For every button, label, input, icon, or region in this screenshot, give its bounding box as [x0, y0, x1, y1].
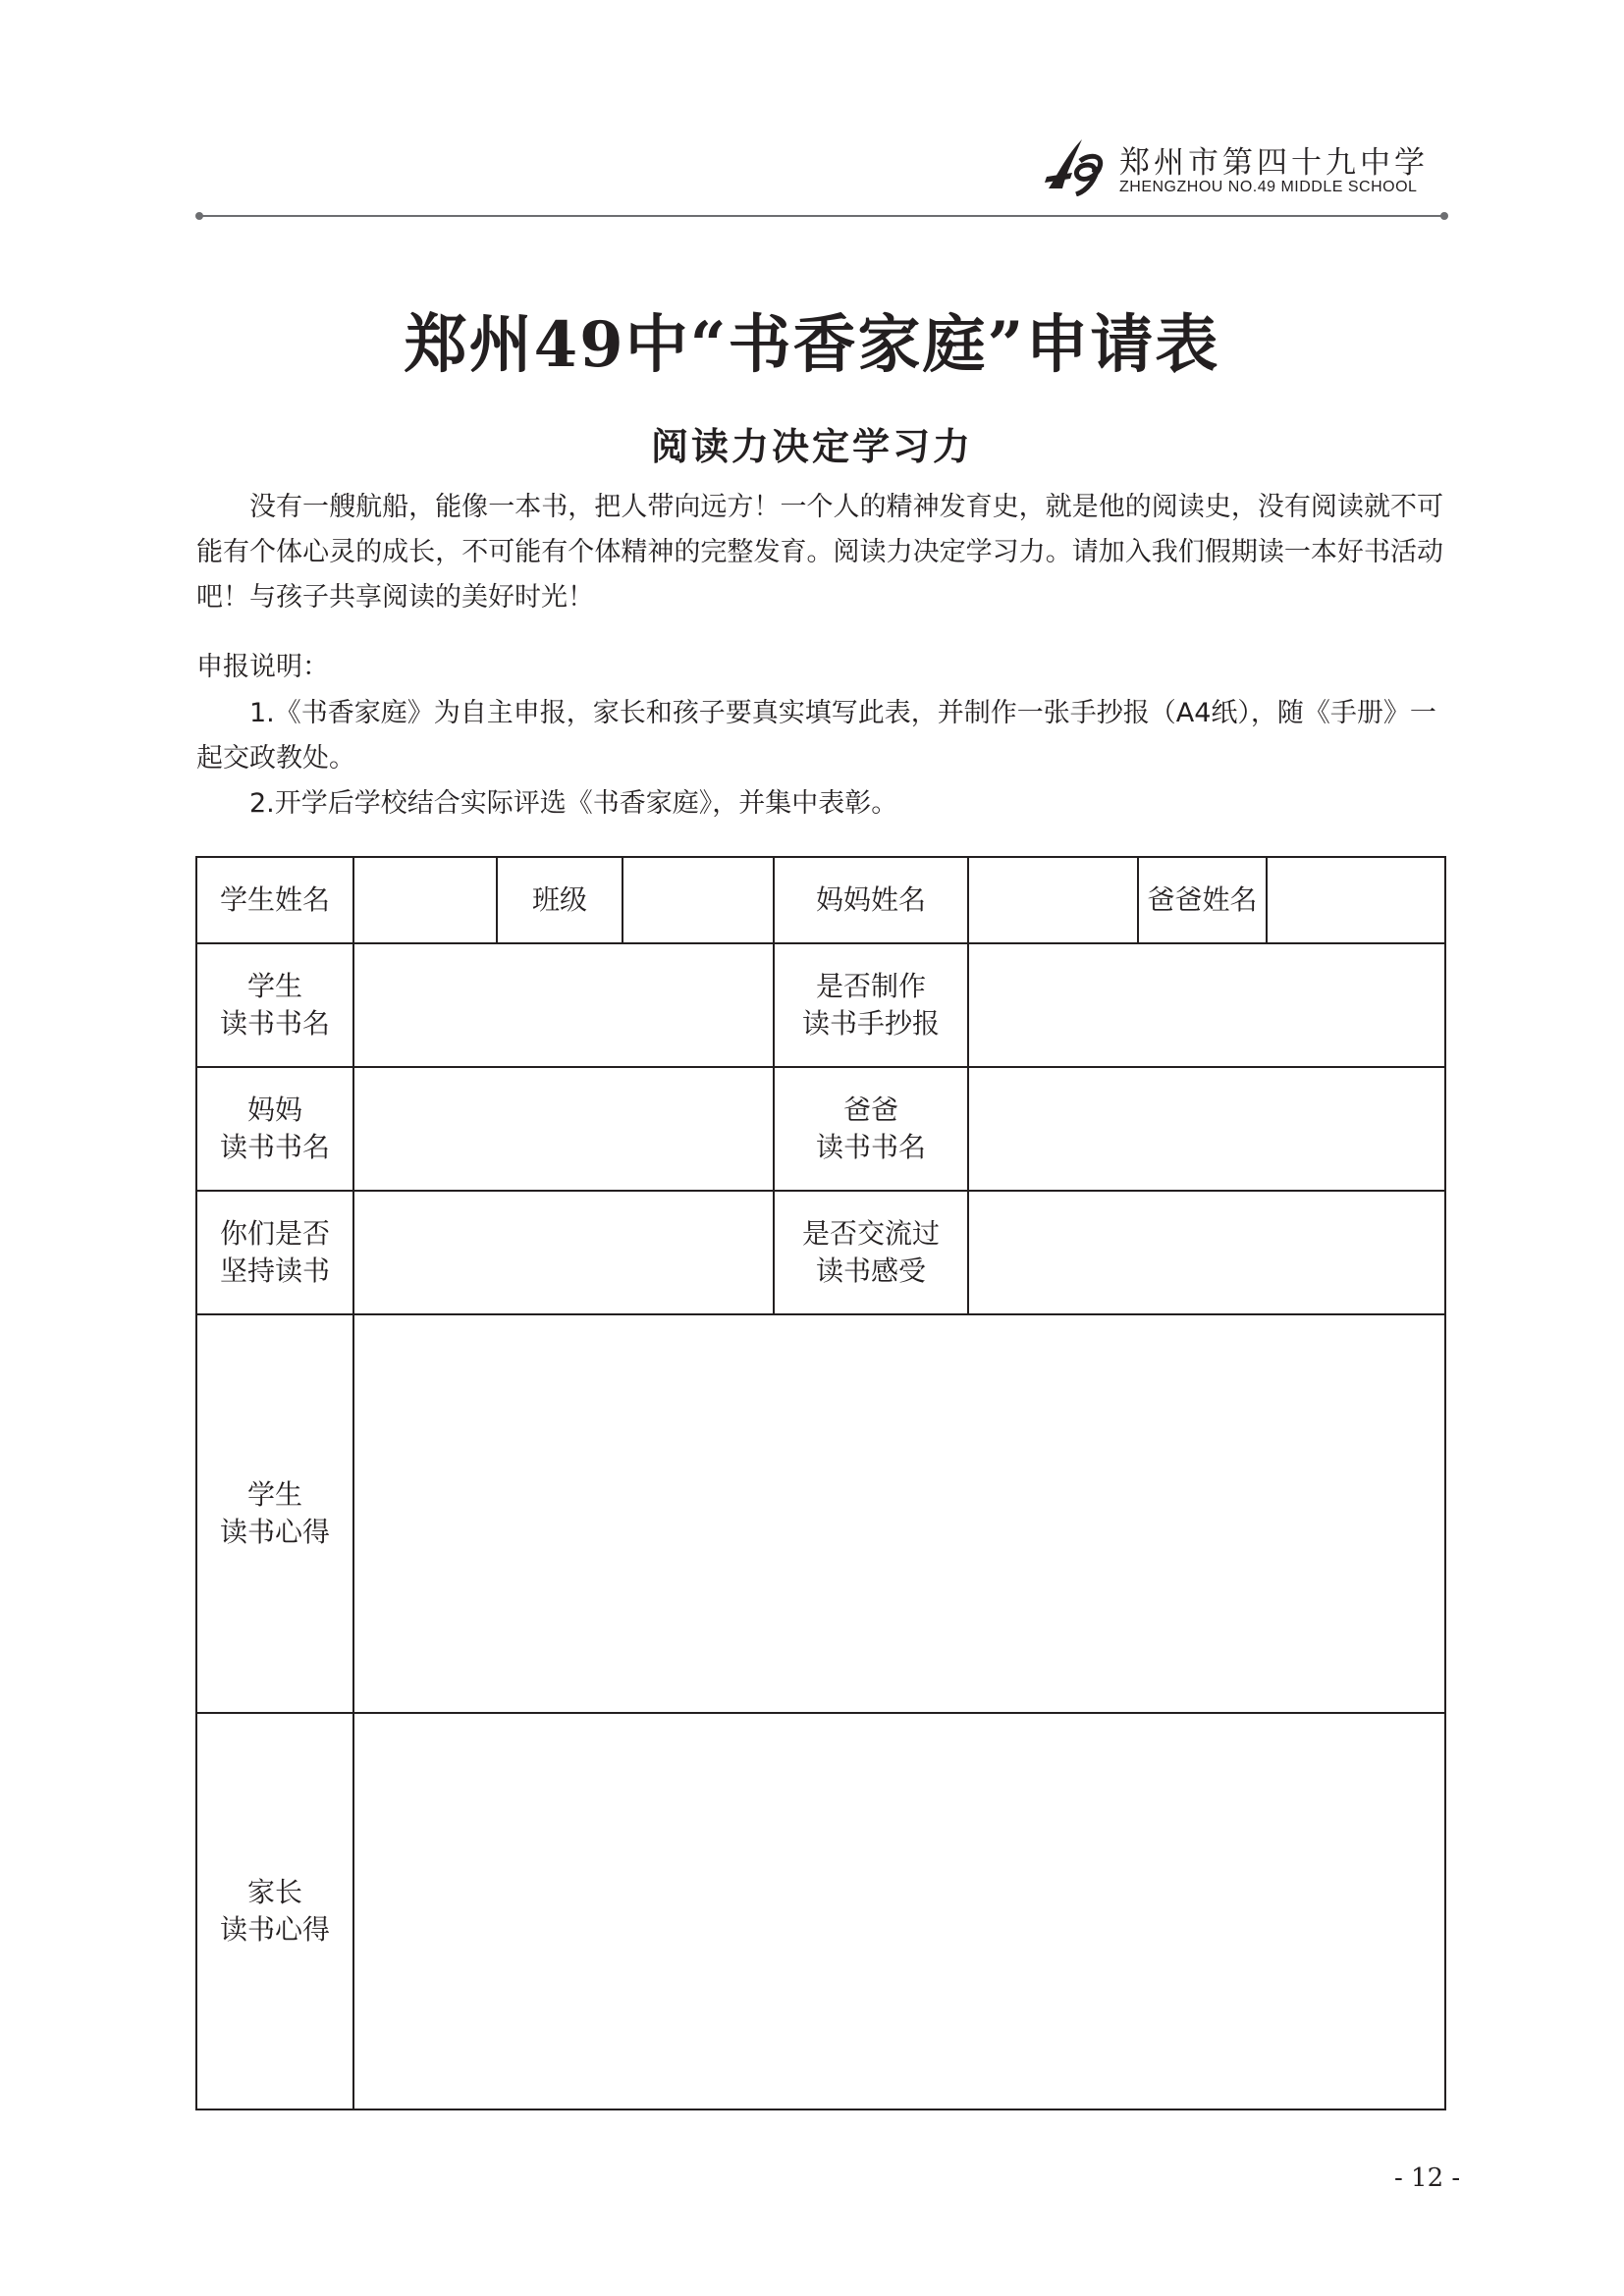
student-book-field[interactable] — [353, 943, 774, 1067]
form-row-student-book — [196, 943, 1445, 1067]
class-field[interactable] — [623, 857, 774, 943]
handwritten-paper-label: 是否制作 读书手抄报 — [774, 943, 968, 1067]
student-notes-field[interactable] — [353, 1314, 1445, 1713]
father-book-field[interactable] — [968, 1067, 1445, 1191]
student-name-label: 学生姓名 — [196, 857, 353, 943]
father-book-label: 爸爸 读书书名 — [774, 1067, 968, 1191]
share-feelings-field[interactable] — [968, 1191, 1445, 1314]
student-name-field[interactable] — [353, 857, 497, 943]
declaration-item-1: 1.《书香家庭》为自主申报，家长和孩子要真实填写此表，并制作一张手抄报（A4纸），随《手册》一起交政教处。 — [196, 698, 1436, 774]
student-notes-label: 学生 读书心得 — [196, 1314, 353, 1713]
share-feelings-label: 是否交流过 读书感受 — [774, 1191, 968, 1314]
school-49-logo-icon — [1043, 133, 1106, 196]
form-row-parent-notes — [196, 1713, 1445, 2109]
school-name-cn: 郑州市第四十九中学 — [1119, 145, 1429, 181]
mother-book-label: 妈妈 读书书名 — [196, 1067, 353, 1191]
mother-name-field[interactable] — [968, 857, 1138, 943]
parent-notes-field[interactable] — [353, 1713, 1445, 2109]
school-name-en: ZHENGZHOU NO.49 MIDDLE SCHOOL — [1119, 179, 1418, 195]
header-divider — [199, 215, 1444, 217]
parent-notes-label: 家长 读书心得 — [196, 1713, 353, 2109]
persist-reading-label: 你们是否 坚持读书 — [196, 1191, 353, 1314]
student-book-label: 学生 读书书名 — [196, 943, 353, 1067]
persist-reading-field[interactable] — [353, 1191, 774, 1314]
declaration-title: 申报说明： — [196, 652, 329, 682]
mother-name-label: 妈妈姓名 — [774, 857, 968, 943]
form-row-persistence — [196, 1191, 1445, 1314]
form-row-names — [196, 857, 1445, 943]
page-title: 郑州49中“书香家庭”申请表 — [404, 308, 1220, 382]
class-label: 班级 — [497, 857, 623, 943]
father-name-field[interactable] — [1267, 857, 1445, 943]
handwritten-paper-field[interactable] — [968, 943, 1445, 1067]
page-subtitle: 阅读力决定学习力 — [650, 425, 973, 468]
form-row-student-notes — [196, 1314, 1445, 1713]
page-number: - 12 - — [1394, 2163, 1461, 2193]
father-name-label: 爸爸姓名 — [1138, 857, 1267, 943]
declaration-item-2: 2.开学后学校结合实际评选《书香家庭》，并集中表彰。 — [249, 788, 898, 819]
mother-book-field[interactable] — [353, 1067, 774, 1191]
form-row-parent-books — [196, 1067, 1445, 1191]
intro-paragraph: 没有一艘航船，能像一本书，把人带向远方！一个人的精神发育史，就是他的阅读史，没有阅读就不可能有个体心灵的成长，不可能有个体精神的完整发育。阅读力决定学习力。请加入我们假期读一本好书活动吧！与孩子共享阅读的美好时光！ — [196, 492, 1443, 613]
application-form-table — [195, 856, 1446, 2110]
